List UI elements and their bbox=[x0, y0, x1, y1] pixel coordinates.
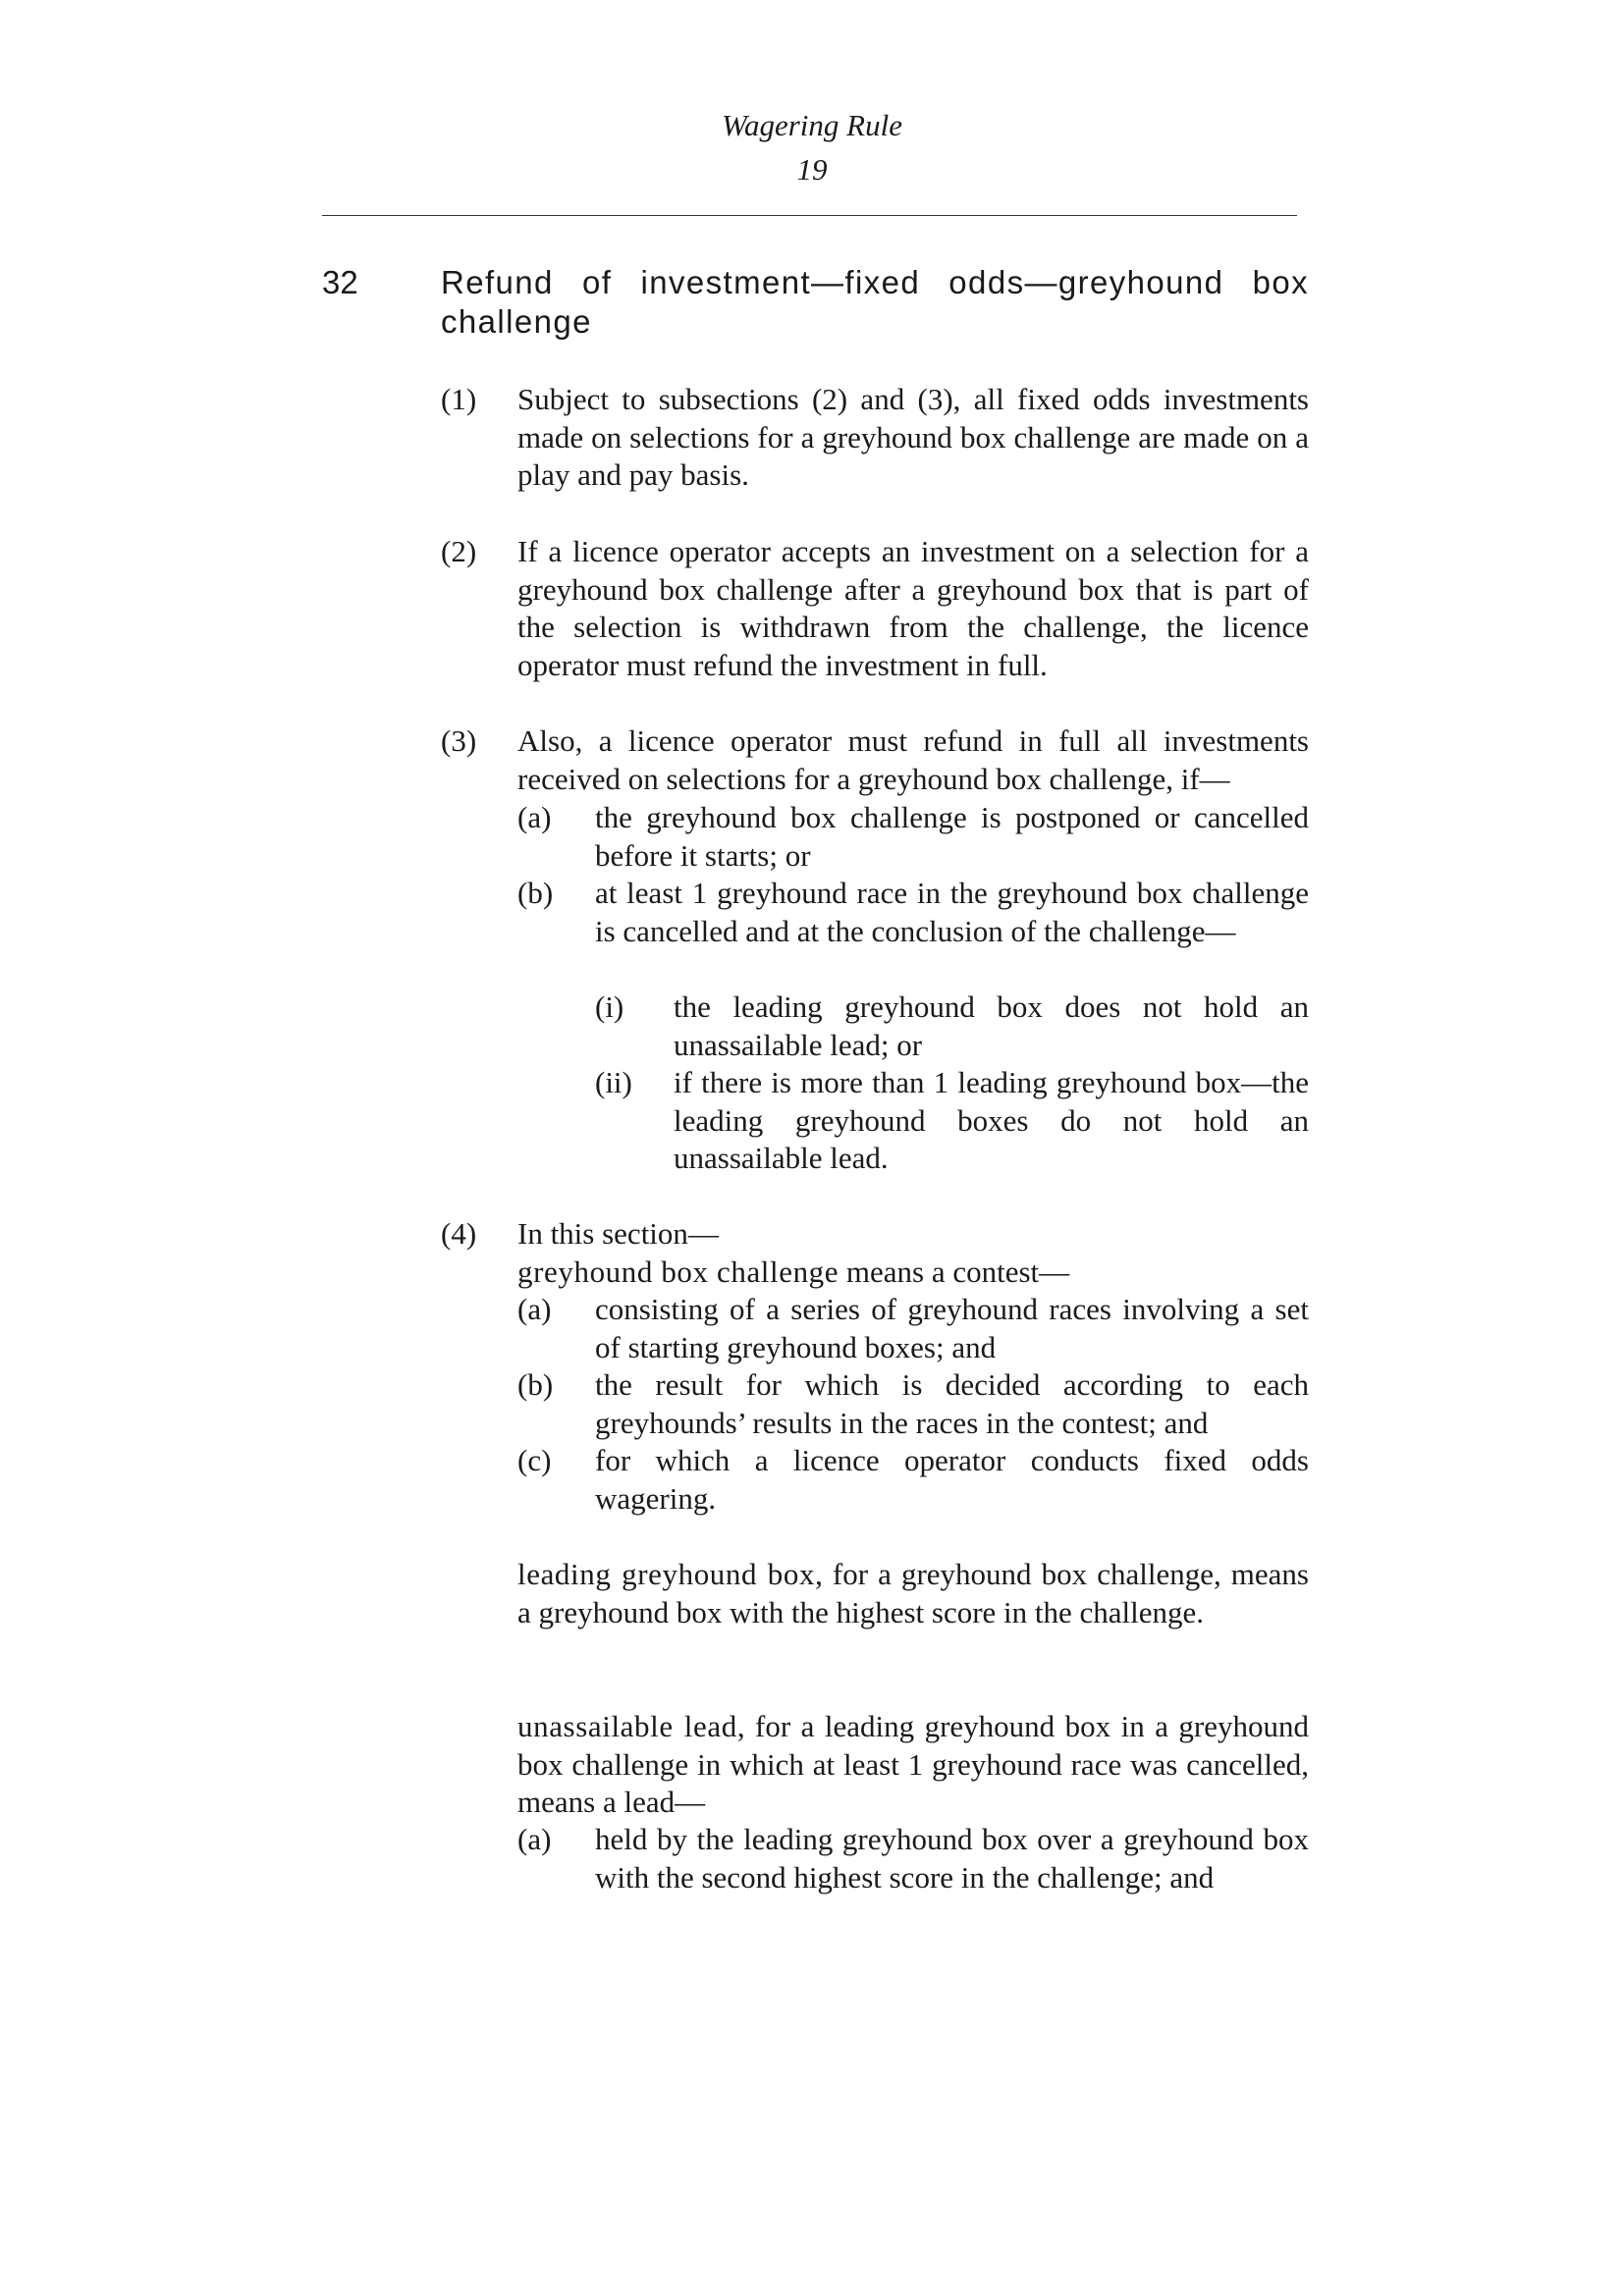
page-number: 19 bbox=[796, 152, 828, 187]
subsection-3a-label: (a) bbox=[517, 800, 552, 834]
def1-a-label: (a) bbox=[517, 1292, 552, 1326]
def1-c-label: (c) bbox=[517, 1443, 552, 1477]
subsection-1-label: (1) bbox=[441, 382, 477, 416]
def1-c-text: for which a licence operator conducts fixed odds wagering. bbox=[595, 1443, 1309, 1516]
definition-text: , for a greyhound box challenge, means a greyhound box with the highest score in the challenge. bbox=[517, 1557, 1309, 1629]
subsection-2-text: If a licence operator accepts an investment on a selection for a greyhound box challenge after a greyhound box that is part of the selection is withdrawn from the challenge, the licence operator must refund the investment in full. bbox=[517, 534, 1309, 682]
subsection-4-intro: In this section— bbox=[517, 1216, 719, 1251]
subsection-2-label: (2) bbox=[441, 534, 477, 568]
subsection-4-label: (4) bbox=[441, 1216, 477, 1251]
running-header-title: Wagering Rule bbox=[722, 108, 902, 142]
subsection-3b-ii-label: (ii) bbox=[595, 1065, 632, 1099]
subsection-3b-text: at least 1 greyhound race in the greyhound box challenge is cancelled and at the conclusion of the challenge— bbox=[595, 876, 1309, 948]
def1-a-text: consisting of a series of greyhound races involving a set of starting greyhound boxes; and bbox=[595, 1292, 1309, 1364]
definition-unassailable-lead bbox=[517, 1708, 1309, 1822]
subsection-3b-ii-text: if there is more than 1 leading greyhound box—the leading greyhound boxes do not hold an unassailable lead. bbox=[674, 1065, 1309, 1176]
def1-b-text: the result for which is decided according to each greyhounds’ results in the races in the contest; and bbox=[595, 1367, 1309, 1440]
definition-text: , for a leading greyhound box in a greyhound box challenge in which at least 1 greyhound race was cancelled, means a lead— bbox=[517, 1709, 1309, 1820]
subsection-3-text: Also, a licence operator must refund in full all investments received on selections for a greyhound box challenge, if— bbox=[517, 723, 1309, 796]
section-heading: Refund of investment—fixed odds—greyhound box challenge bbox=[441, 264, 1309, 340]
subsection-1-text: Subject to subsections (2) and (3), all fixed odds investments made on selections for a greyhound box challenge are made on a play and pay basis. bbox=[517, 382, 1309, 493]
defined-term: unassailable lead bbox=[517, 1709, 737, 1743]
definition-text: means a contest— bbox=[839, 1255, 1070, 1289]
def3-a-text: held by the leading greyhound box over a greyhound box with the second highest score in the challenge; and bbox=[595, 1822, 1309, 1895]
header-rule bbox=[322, 215, 1297, 216]
section-number: 32 bbox=[322, 264, 358, 300]
def3-a-label: (a) bbox=[517, 1822, 552, 1856]
subsection-3b-i-label: (i) bbox=[595, 989, 624, 1024]
defined-term: greyhound box challenge bbox=[517, 1255, 839, 1289]
subsection-3a-text: the greyhound box challenge is postponed or cancelled before it starts; or bbox=[595, 800, 1309, 873]
subsection-3-label: (3) bbox=[441, 723, 477, 758]
definition-greyhound-box-challenge bbox=[517, 1254, 1309, 1292]
subsection-3b-label: (b) bbox=[517, 876, 554, 910]
def1-b-label: (b) bbox=[517, 1367, 554, 1402]
defined-term: leading greyhound box bbox=[517, 1557, 816, 1591]
subsection-3b-i-text: the leading greyhound box does not hold an unassailable lead; or bbox=[674, 989, 1309, 1062]
definition-leading-greyhound-box bbox=[517, 1556, 1309, 1631]
